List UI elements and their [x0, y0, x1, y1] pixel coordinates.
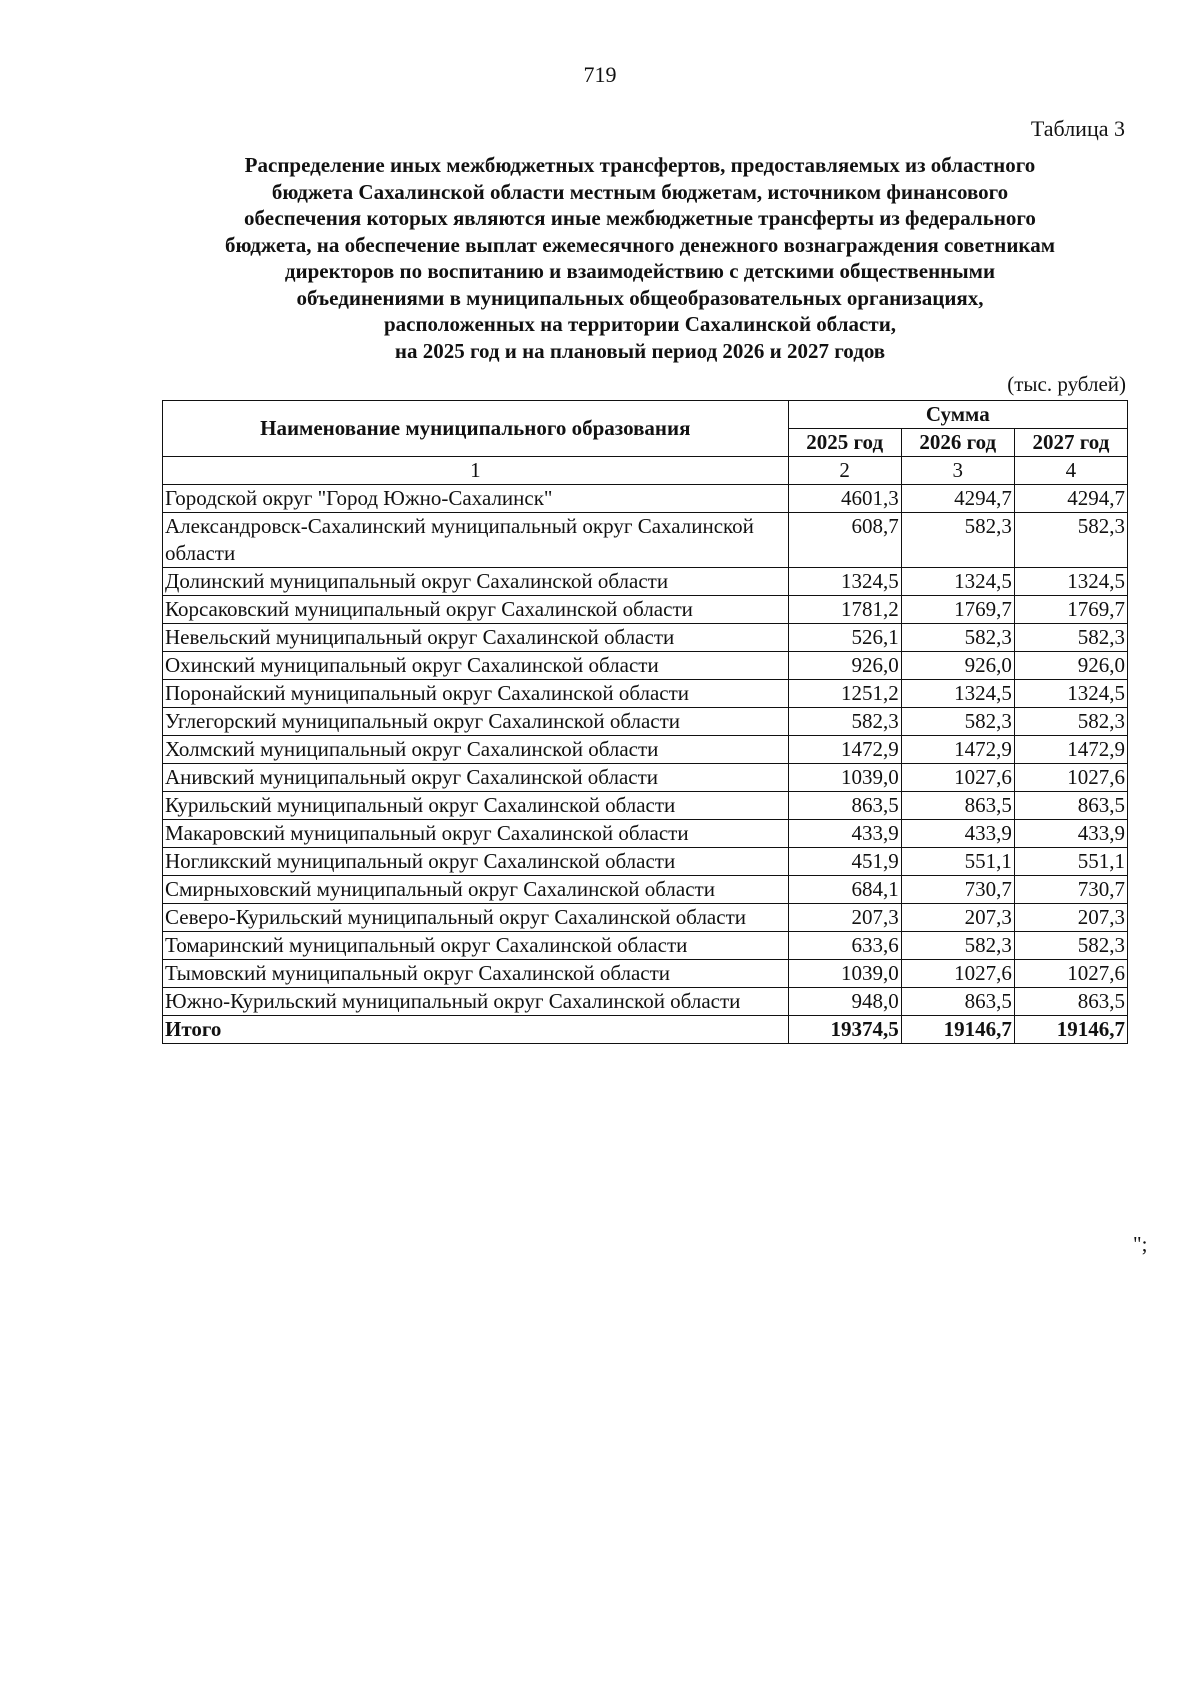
title-line: директоров по воспитанию и взаимодействию с детскими общественными [284, 259, 996, 283]
value-2027: 1027,6 [1014, 764, 1127, 792]
municipality-name: Макаровский муниципальный округ Сахалинской области [163, 820, 789, 848]
value-2025: 582,3 [788, 708, 901, 736]
value-2026: 1769,7 [901, 596, 1014, 624]
total-2026: 19146,7 [901, 1016, 1014, 1044]
value-2025: 1781,2 [788, 596, 901, 624]
value-2027: 582,3 [1014, 624, 1127, 652]
value-2026: 582,3 [901, 624, 1014, 652]
title-line: расположенных на территории Сахалинской области, [383, 312, 897, 336]
value-2025: 451,9 [788, 848, 901, 876]
municipality-name: Долинский муниципальный округ Сахалинской области [163, 568, 789, 596]
table-row [163, 624, 1128, 652]
title-line: объединениями в муниципальных общеобразовательных организациях, [296, 285, 984, 310]
title-line: бюджета, на обеспечение выплат ежемесячного денежного вознаграждения советникам [224, 232, 1056, 257]
title-line: Распределение иных межбюджетных трансфертов, предоставляемых из областного [244, 153, 1036, 177]
municipality-name: Курильский муниципальный округ Сахалинской области [163, 792, 789, 820]
column-index: 3 [901, 457, 1014, 485]
municipality-name: Тымовский муниципальный округ Сахалинской области [163, 960, 789, 988]
document-title [150, 152, 1130, 364]
municipality-name: Корсаковский муниципальный округ Сахалинской области [163, 596, 789, 624]
table-row [163, 652, 1128, 680]
table-row [163, 568, 1128, 596]
value-2025: 1039,0 [788, 764, 901, 792]
value-2025: 4601,3 [788, 485, 901, 513]
value-2026: 582,3 [901, 513, 1014, 568]
value-2027: 1324,5 [1014, 680, 1127, 708]
value-2025: 608,7 [788, 513, 901, 568]
municipality-name: Томаринский муниципальный округ Сахалинской области [163, 932, 789, 960]
header-name: Наименование муниципального образования [163, 401, 789, 457]
value-2026: 1324,5 [901, 680, 1014, 708]
value-2027: 582,3 [1014, 708, 1127, 736]
value-2027: 207,3 [1014, 904, 1127, 932]
closing-quote-mark: "; [1133, 1232, 1148, 1256]
municipality-name: Смирныховский муниципальный округ Сахалинской области [163, 876, 789, 904]
table-row [163, 736, 1128, 764]
total-row [163, 1016, 1128, 1044]
municipality-name: Городской округ "Город Южно-Сахалинск" [163, 485, 789, 513]
value-2027: 863,5 [1014, 792, 1127, 820]
value-2026: 4294,7 [901, 485, 1014, 513]
table-row [163, 513, 1128, 568]
page-number: 719 [583, 62, 617, 87]
municipality-name: Северо-Курильский муниципальный округ Сахалинской области [163, 904, 789, 932]
value-2027: 582,3 [1014, 513, 1127, 568]
value-2027: 1324,5 [1014, 568, 1127, 596]
table-row [163, 485, 1128, 513]
value-2026: 863,5 [901, 988, 1014, 1016]
table-row [163, 764, 1128, 792]
municipality-name: Охинский муниципальный округ Сахалинской области [163, 652, 789, 680]
total-2025: 19374,5 [788, 1016, 901, 1044]
header-year-2027: 2027 год [1014, 429, 1127, 457]
table-row [163, 596, 1128, 624]
value-2027: 730,7 [1014, 876, 1127, 904]
value-2026: 1324,5 [901, 568, 1014, 596]
table-row [163, 876, 1128, 904]
value-2027: 4294,7 [1014, 485, 1127, 513]
value-2027: 1769,7 [1014, 596, 1127, 624]
table-row [163, 848, 1128, 876]
column-index: 1 [163, 457, 789, 485]
table-row [163, 932, 1128, 960]
municipality-name: Невельский муниципальный округ Сахалинской области [163, 624, 789, 652]
title-line: бюджета Сахалинской области местным бюджетам, источником финансового [271, 179, 1009, 204]
table-row [163, 960, 1128, 988]
municipality-name: Ногликский муниципальный округ Сахалинской области [163, 848, 789, 876]
value-2027: 433,9 [1014, 820, 1127, 848]
units-label: (тыс. рублей) [1007, 372, 1126, 396]
value-2025: 926,0 [788, 652, 901, 680]
transfers-table [162, 400, 1128, 1044]
municipality-name: Холмский муниципальный округ Сахалинской области [163, 736, 789, 764]
value-2025: 1039,0 [788, 960, 901, 988]
value-2025: 526,1 [788, 624, 901, 652]
table-row [163, 680, 1128, 708]
table-row [163, 792, 1128, 820]
value-2026: 582,3 [901, 932, 1014, 960]
value-2025: 684,1 [788, 876, 901, 904]
value-2027: 1027,6 [1014, 960, 1127, 988]
value-2025: 1251,2 [788, 680, 901, 708]
value-2027: 582,3 [1014, 932, 1127, 960]
value-2026: 926,0 [901, 652, 1014, 680]
header-year-2026: 2026 год [901, 429, 1014, 457]
header-year-2025: 2025 год [788, 429, 901, 457]
municipality-name: Александровск-Сахалинский муниципальный округ Сахалинской области [163, 513, 789, 568]
value-2027: 551,1 [1014, 848, 1127, 876]
value-2025: 633,6 [788, 932, 901, 960]
total-label: Итого [163, 1016, 789, 1044]
municipality-name: Анивский муниципальный округ Сахалинской области [163, 764, 789, 792]
title-line: на 2025 год и на плановый период 2026 и 2027 годов [394, 338, 886, 363]
municipality-name: Поронайский муниципальный округ Сахалинской области [163, 680, 789, 708]
value-2026: 582,3 [901, 708, 1014, 736]
value-2025: 1472,9 [788, 736, 901, 764]
title-line: обеспечения которых являются иные межбюджетные трансферты из федерального [244, 206, 1036, 230]
total-2027: 19146,7 [1014, 1016, 1127, 1044]
value-2027: 863,5 [1014, 988, 1127, 1016]
value-2026: 1027,6 [901, 960, 1014, 988]
table-row [163, 820, 1128, 848]
table-row [163, 988, 1128, 1016]
municipality-name: Южно-Курильский муниципальный округ Сахалинской области [163, 988, 789, 1016]
value-2026: 433,9 [901, 820, 1014, 848]
table-body [163, 485, 1128, 1016]
value-2025: 948,0 [788, 988, 901, 1016]
table-row [163, 708, 1128, 736]
value-2027: 1472,9 [1014, 736, 1127, 764]
column-index: 4 [1014, 457, 1127, 485]
value-2026: 730,7 [901, 876, 1014, 904]
value-2025: 433,9 [788, 820, 901, 848]
value-2026: 551,1 [901, 848, 1014, 876]
header-sum: Сумма [788, 401, 1127, 429]
municipality-name: Углегорский муниципальный округ Сахалинской области [163, 708, 789, 736]
value-2027: 926,0 [1014, 652, 1127, 680]
value-2025: 1324,5 [788, 568, 901, 596]
value-2026: 1472,9 [901, 736, 1014, 764]
table-row [163, 904, 1128, 932]
value-2025: 863,5 [788, 792, 901, 820]
value-2026: 863,5 [901, 792, 1014, 820]
value-2025: 207,3 [788, 904, 901, 932]
value-2026: 1027,6 [901, 764, 1014, 792]
column-index: 2 [788, 457, 901, 485]
table-label: Таблица 3 [1030, 116, 1125, 141]
value-2026: 207,3 [901, 904, 1014, 932]
